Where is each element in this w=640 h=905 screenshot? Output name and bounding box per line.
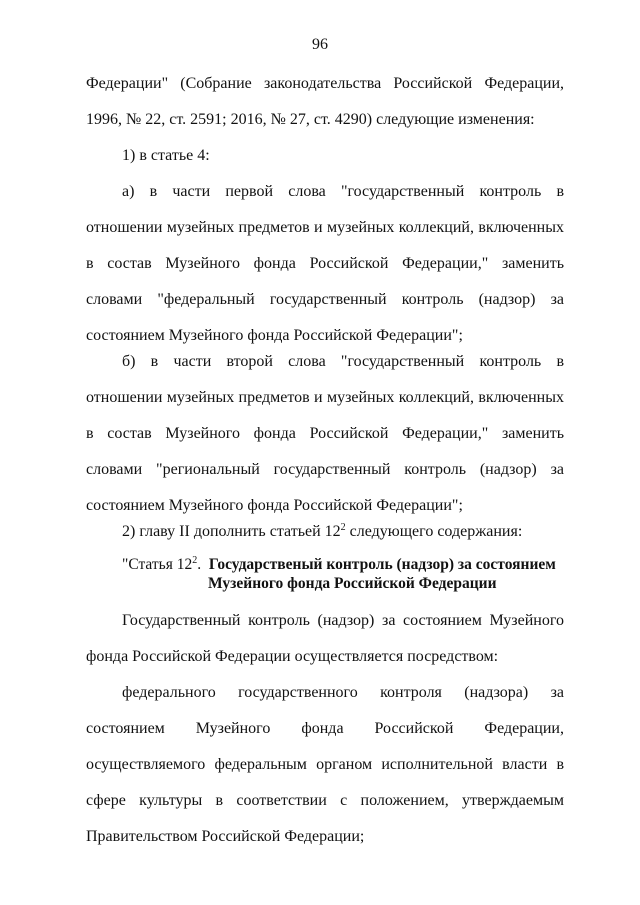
article-title-line1: Государственый контроль (надзор) за состоянием xyxy=(208,556,556,573)
article-label-text: "Статья 12 xyxy=(122,556,193,573)
paragraph-item-2 xyxy=(86,514,564,550)
superscript: 2 xyxy=(340,522,346,533)
article-label-dot: . xyxy=(197,556,202,573)
paragraph-item-1: 1) в статье 4: xyxy=(122,147,210,164)
paragraph-item-b: б) в части второй слова "государственный контроль в отношении музейных предметов и музейных коллекций, включенных в состав Музейного фонда Российской Федерации," заменить словами "региональный государственный контроль (надзор) за состоянием Музейного фонда Российской Федерации"; xyxy=(86,353,564,514)
article-heading-line1 xyxy=(122,555,572,574)
page-number: 96 xyxy=(312,36,328,53)
paragraph-intro: Федерации" (Собрание законодательства Российской Федерации, 1996, № 22, ст. 2591; 2016, № 27, ст. 4290) следующие изменения: xyxy=(86,75,564,128)
paragraph-federal-control: федерального государственного контроля (надзора) за состоянием Музейного фонда Российской Федерации, осуществляемого федеральным органом исполнительной власти в сфере культуры в соответствии с положением, утверждаемым Правительством Российской Федерации; xyxy=(86,684,564,845)
paragraph-item-2-text: 2) главу II дополнить статьей 12 xyxy=(122,523,341,540)
article-title-line2: Музейного фонда Российской Федерации xyxy=(208,575,497,592)
article-heading xyxy=(122,555,572,593)
article-label xyxy=(122,556,201,573)
paragraph-item-2-text-end: следующего содержания: xyxy=(345,523,523,540)
paragraph-item-a: а) в части первой слова "государственный контроль в отношении музейных предметов и музейных коллекций, включенных в состав Музейного фонда Российской Федерации," заменить словами "федеральный государственный контроль (надзор) за состоянием Музейного фонда Российской Федерации"; xyxy=(86,183,564,344)
article-label-superscript: 2 xyxy=(192,555,198,566)
paragraph-article-body: Государственный контроль (надзор) за состоянием Музейного фонда Российской Федерации осуществляется посредством: xyxy=(86,612,564,665)
